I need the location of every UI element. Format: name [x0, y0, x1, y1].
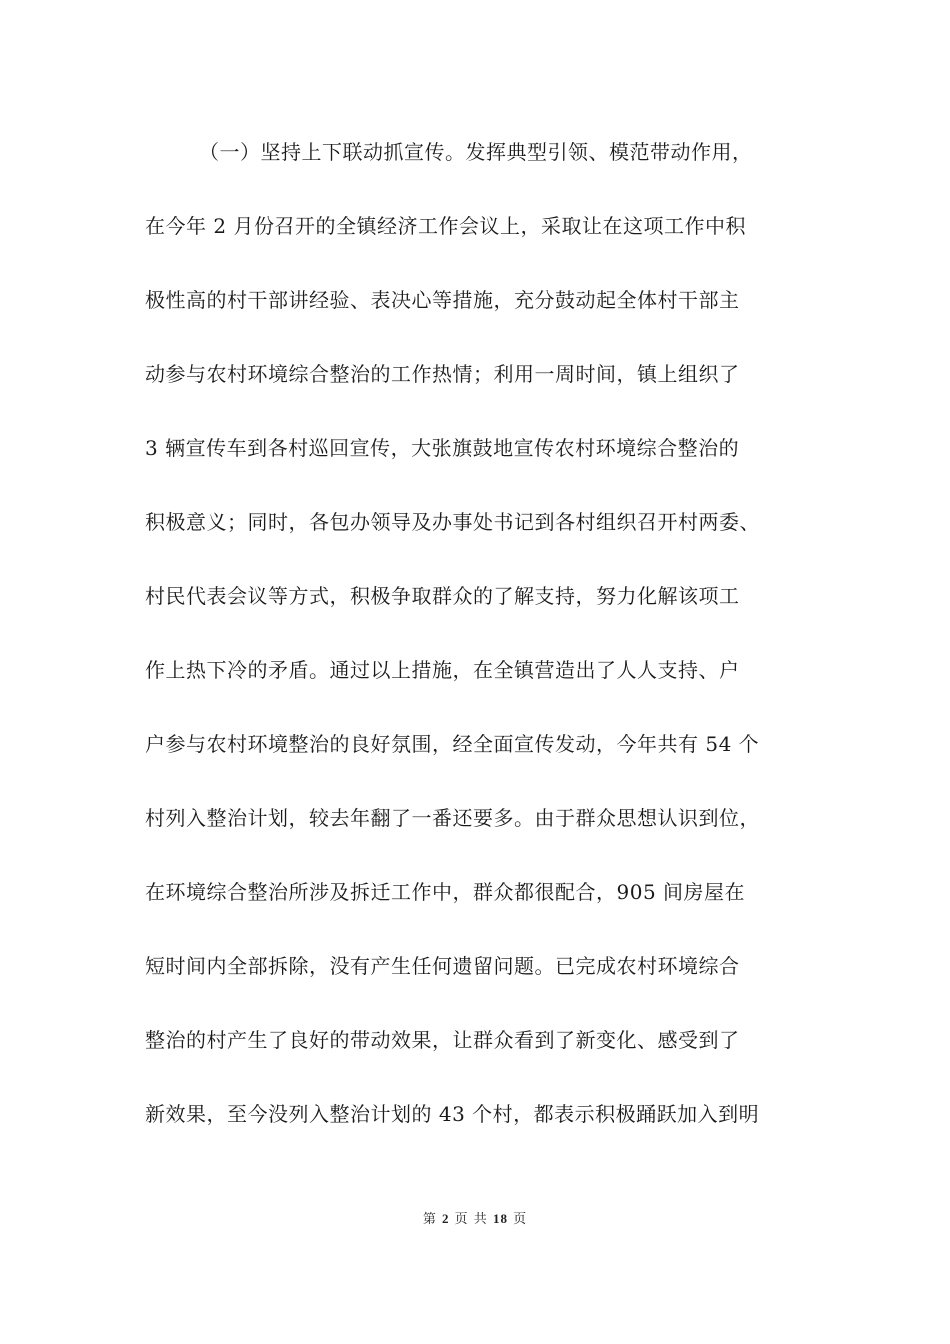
footer-suffix: 页	[513, 1212, 528, 1227]
body-paragraph	[145, 132, 825, 1168]
text-line: 在环境综合整治所涉及拆迁工作中，群众都很配合，905 间房屋在	[145, 880, 746, 904]
footer-middle: 页 共	[454, 1212, 488, 1227]
page-footer	[0, 1208, 950, 1227]
text-line: （一）坚持上下联动抓宣传。发挥典型引领、模范带动作用，	[199, 140, 753, 164]
text-line: 村民代表会议等方式，积极争取群众的了解支持，努力化解该项工	[145, 584, 740, 608]
text-line: 整治的村产生了良好的带动效果，让群众看到了新变化、感受到了	[145, 1028, 740, 1052]
text-line: 作上热下冷的矛盾。通过以上措施，在全镇营造出了人人支持、户	[145, 658, 740, 682]
text-line: 动参与农村环境综合整治的工作热情；利用一周时间，镇上组织了	[145, 362, 740, 386]
text-line: 户参与农村环境整治的良好氛围，经全面宣传发动，今年共有 54 个	[145, 732, 760, 756]
text-line: 极性高的村干部讲经验、表决心等措施，充分鼓动起全体村干部主	[145, 288, 740, 312]
text-line: 3 辆宣传车到各村巡回宣传，大张旗鼓地宣传农村环境综合整治的	[145, 436, 740, 460]
current-page-number: 2	[442, 1211, 450, 1226]
footer-prefix: 第	[422, 1212, 437, 1227]
text-line: 积极意义；同时，各包办领导及办事处书记到各村组织召开村两委、	[145, 510, 760, 534]
text-line: 短时间内全部拆除，没有产生任何遗留问题。已完成农村环境综合	[145, 954, 740, 978]
text-line: 在今年 2 月份召开的全镇经济工作会议上，采取让在这项工作中积	[145, 214, 746, 238]
text-line: 新效果，至今没列入整治计划的 43 个村，都表示积极踊跃加入到明	[145, 1102, 760, 1126]
text-line: 村列入整治计划，较去年翻了一番还要多。由于群众思想认识到位，	[145, 806, 760, 830]
total-page-number: 18	[492, 1211, 508, 1226]
